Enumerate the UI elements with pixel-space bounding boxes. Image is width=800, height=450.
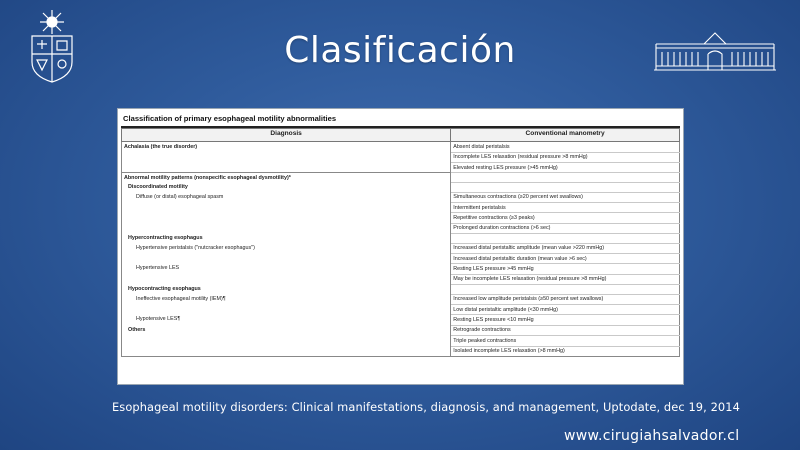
manometry-cell: Isolated incomplete LES relaxation (>8 mmHg) [451,346,680,356]
table-title: Classification of primary esophageal motility abnormalities [121,114,680,128]
diagnosis-cell [122,162,451,172]
diagnosis-cell: Diffuse (or distal) esophageal spasm [122,192,451,202]
diagnosis-cell: Hypocontracting esophagus [122,285,451,294]
manometry-cell [451,183,680,192]
diagnosis-cell [122,223,451,233]
table-row [122,325,680,335]
table-row [122,285,680,294]
table-row [122,213,680,223]
page-title: Clasificación [284,30,516,71]
table-row [122,315,680,325]
table-row [122,243,680,253]
table-row [122,346,680,356]
diagnosis-cell [122,274,451,284]
manometry-cell: Increased distal peristaltic amplitude (mean value >220 mmHg) [451,243,680,253]
manometry-cell: Repetitive contractions (≥3 peaks) [451,213,680,223]
diagnosis-cell: Hypotensive LES¶ [122,315,451,325]
column-header-manometry: Conventional manometry [451,129,680,142]
classification-table-panel [117,108,684,385]
diagnosis-cell [122,253,451,263]
diagnosis-cell: Discoordinated motility [122,183,451,192]
diagnosis-cell: Abnormal motility patterns (nonspecific esophageal dysmotility)* [122,173,451,183]
diagnosis-cell [122,203,451,213]
table-row [122,294,680,304]
diagnosis-cell [122,304,451,314]
table-row [122,223,680,233]
manometry-cell [451,234,680,243]
hospital-building-icon [652,30,778,72]
diagnosis-cell: Hypertensive LES [122,264,451,274]
table-row [122,203,680,213]
manometry-cell: Prolonged duration contractions (>6 sec) [451,223,680,233]
table-row [122,274,680,284]
manometry-cell: Simultaneous contractions (≥20 percent wet swallows) [451,192,680,202]
manometry-cell: Resting LES pressure <10 mmHg [451,315,680,325]
table-row [122,152,680,162]
diagnosis-cell: Hypertensive peristalsis ("nutcracker esophagus") [122,243,451,253]
table-row [122,336,680,346]
manometry-cell: Intermittent peristalsis [451,203,680,213]
table-row [122,162,680,172]
diagnosis-cell [122,336,451,346]
manometry-cell [451,173,680,183]
table-row [122,192,680,202]
citation: Esophageal motility disorders: Clinical manifestations, diagnosis, and management, Uptodate, dec 19, 2014 [112,400,740,414]
manometry-cell: Elevated resting LES pressure (>45 mmHg) [451,162,680,172]
manometry-cell: May be incomplete LES relaxation (residual pressure >8 mmHg) [451,274,680,284]
manometry-cell: Resting LES pressure >45 mmHg [451,264,680,274]
diagnosis-cell: Achalasia (the true disorder) [122,142,451,152]
manometry-cell: Incomplete LES relaxation (residual pressure >8 mmHg) [451,152,680,162]
diagnosis-cell [122,152,451,162]
diagnosis-cell: Ineffective esophageal motility (IEM)¶ [122,294,451,304]
table-row [122,142,680,152]
manometry-cell: Triple peaked contractions [451,336,680,346]
manometry-cell [451,285,680,294]
diagnosis-cell: Hypercontracting esophagus [122,234,451,243]
manometry-cell: Increased distal peristaltic duration (mean value >6 sec) [451,253,680,263]
diagnosis-cell [122,346,451,356]
table-row [122,253,680,263]
table-row [122,234,680,243]
diagnosis-cell [122,213,451,223]
manometry-cell: Increased low amplitude peristalsis (≥50 percent wet swallows) [451,294,680,304]
website-url: www.cirugiahsalvador.cl [564,428,740,444]
table-row [122,264,680,274]
table-row [122,304,680,314]
manometry-cell: Absent distal peristalsis [451,142,680,152]
diagnosis-cell: Others [122,325,451,335]
manometry-cell: Low distal peristaltic amplitude (<30 mmHg) [451,304,680,314]
manometry-cell: Retrograde contractions [451,325,680,335]
table-row [122,183,680,192]
classification-table [121,128,680,357]
table-row [122,173,680,183]
column-header-diagnosis: Diagnosis [122,129,451,142]
